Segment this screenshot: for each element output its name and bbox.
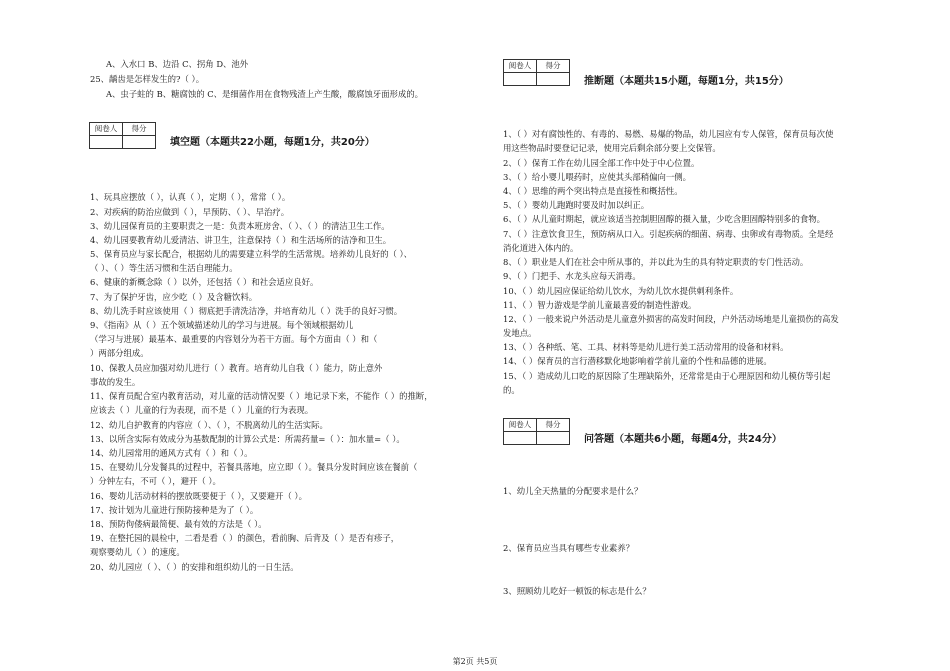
- fill-line: 事故的发生。: [90, 377, 141, 387]
- judge-line: 14、（ ）保育员的言行潜移默化地影响着学前儿童的个性和品德的进展。: [503, 356, 772, 366]
- judge-line: 7、（ ）注意饮食卫生，预防病从口入。引起疾病的细菌、病毒、虫卵或有毒物质。全是经: [503, 229, 834, 239]
- judge-line: 4、（ ）思维的两个突出特点是直接性和概括性。: [503, 186, 683, 196]
- judge-line: 用这些物品时要登记记录，使用完后剩余部分要上交保管。: [503, 143, 721, 153]
- score-table-judge: [503, 59, 570, 86]
- fill-line: （学习与进展）最基本、最重要的内容划分为若干方面。每个方面由（ ）和（: [90, 334, 378, 344]
- qa-section-title: 问答题（本题共6小题，每题4分，共24分）: [584, 434, 782, 445]
- judge-line: 11、（ ）智力游戏是学前儿童最喜爱的制造性游戏。: [503, 300, 697, 310]
- fill-line: 18、预防佝偻病最简便、最有效的方法是（ ）。: [90, 519, 267, 529]
- judge-line: 12、（ ）一般来说户外活动是儿童意外损害的高发时间段，户外活动场地是儿童损伤的高发: [503, 314, 839, 324]
- fill-line: ）分钟左右，不可（ ），避开（ ）。: [90, 476, 221, 486]
- qa-question: 2、保育员应当具有哪些专业素养？: [503, 543, 634, 553]
- fill-line: 观察婴幼儿（ ）的速度。: [90, 547, 185, 557]
- score-cell: [537, 73, 570, 86]
- score-cell: [537, 432, 570, 445]
- judge-line: 6、（ ）从儿童时期起，就应该适当控制胆固醇的摄入量，少吃含胆固醇特别多的食物。: [503, 214, 826, 224]
- reviewer-label: 阅卷人: [90, 123, 123, 136]
- judge-line: 2、（ ）保育工作在幼儿园全部工作中处于中心位置。: [503, 158, 700, 168]
- fill-line: 20、幼儿园应（ ）、（ ）的安排和组织幼儿的一日生活。: [90, 562, 299, 572]
- qa-question: 1、幼儿全天热量的分配要求是什么？: [503, 486, 643, 496]
- fill-line: 19、在整托园的晨检中，二看是看（ ）的颜色，看前胸、后背及（ ）是否有疹子，: [90, 533, 400, 543]
- judge-line: 3、（ ）给小婴儿喂药时，应使其头部稍偏向一侧。: [503, 172, 692, 182]
- fill-line: 6、健康的新概念除（ ）以外，还包括（ ）和社会适应良好。: [90, 277, 319, 287]
- page-footer: 第2页 共5页: [452, 657, 498, 666]
- fill-line: 应该去（ ）儿童的行为表现，而不是（ ）儿童的行为表现。: [90, 405, 314, 415]
- fill-line: 13、以所含实际有效成分为基数配制的计算公式是：所需药量=（ ）：加水量=（ ）。: [90, 434, 405, 444]
- fill-line: 12、幼儿自护教育的内容应（ ）、（ ），不脱离幼儿的生活实际。: [90, 420, 328, 430]
- fill-line: 16、婴幼儿活动材料的摆放既要便于（ ），又要避开（ ）。: [90, 491, 307, 501]
- fill-line: （ ）、（ ）等生活习惯和生活自理能力。: [90, 263, 238, 273]
- fill-line: ）两部分组成。: [90, 348, 149, 358]
- fill-line: 11、保育员配合室内教育活动，对儿童的活动情况要（ ）地记录下来，不能作（ ）的推断，: [90, 391, 433, 401]
- fill-line: 1、玩具应摆放（ ），认真（ ），定期（ ），常常（ ）。: [90, 192, 291, 202]
- judge-line: 5、（ ）婴幼儿跑跑时要及时加以纠正。: [503, 200, 650, 210]
- judge-line: 8、（ ）职业是人们在社会中所从事的，并以此为生的具有特定职责的专门性活动。: [503, 257, 809, 267]
- reviewer-cell: [504, 73, 537, 86]
- question-25-options: A、虫子蛀的 B、糖腐蚀的 C、是细菌作用在食物残渣上产生酸，酸腐蚀牙面形成的。: [106, 89, 424, 99]
- fill-line: 15、在婴幼儿分发餐具的过程中，若餐具落地，应立即（ ）。餐具分发时间应该在餐前（: [90, 462, 418, 472]
- reviewer-label: 阅卷人: [504, 419, 537, 432]
- judge-line: 的。: [503, 385, 520, 395]
- score-label: 得分: [537, 60, 570, 73]
- judge-line: 发地点。: [503, 328, 537, 338]
- judge-line: 9、（ ）门把手、水龙头应每天消毒。: [503, 271, 641, 281]
- fill-line: 5、保育员应与家长配合，根据幼儿的需要建立科学的生活常规。培养幼儿良好的（ ）、: [90, 249, 413, 259]
- reviewer-label: 阅卷人: [504, 60, 537, 73]
- score-table-fill: [89, 122, 156, 149]
- fill-line: 9、《指南》从（ ）五个领域描述幼儿的学习与进展。每个领域根据幼儿: [90, 320, 354, 330]
- judge-line: 10、（ ）幼儿园应保证给幼儿饮水，为幼儿饮水提供刺利条件。: [503, 286, 739, 296]
- fill-line: 4、幼儿园要教育幼儿爱清洁、讲卫生，注意保持（ ）和生活场所的洁净和卫生。: [90, 235, 392, 245]
- judge-line: 13、（ ）各种纸、笔、工具、材料等是幼儿进行美工活动常用的设备和材料。: [503, 342, 789, 352]
- score-cell: [123, 136, 156, 149]
- fill-line: 17、按计划为儿童进行预防接种是为了（ ）。: [90, 505, 259, 515]
- question-25: 25、龋齿是怎样发生的?（ ）。: [90, 74, 205, 84]
- judge-line: 消化道进入体内的。: [503, 243, 579, 253]
- judge-section-title: 推断题（本题共15小题，每题1分，共15分）: [584, 76, 789, 87]
- score-label: 得分: [537, 419, 570, 432]
- judge-line: 15、（ ）造成幼儿口吃的原因除了生理缺陷外，还常常是由于心理原因和幼儿模仿等引起: [503, 371, 831, 381]
- fill-line: 3、幼儿园保育员的主要职责之一是：负责本班房舍、（ ）、（ ）的清洁卫生工作。: [90, 221, 390, 231]
- reviewer-cell: [504, 432, 537, 445]
- judge-line: 1、（ ）对有腐蚀性的、有毒的、易燃、易爆的物品，幼儿园应有专人保管，保育员每次使: [503, 129, 834, 139]
- fill-blank-section-title: 填空题（本题共22小题，每题1分，共20分）: [170, 137, 375, 148]
- qa-question: 3、照顾幼儿吃好一顿饭的标志是什么？: [503, 586, 651, 596]
- fill-line: 2、对疾病的防治应做到（ ），早预防、（ ）、早治疗。: [90, 207, 290, 217]
- score-table-qa: [503, 418, 570, 445]
- option-line: A、入水口 B、边沿 C、拐角 D、池外: [106, 59, 249, 69]
- fill-line: 7、为了保护牙齿，应少吃（ ）及含糖饮料。: [90, 292, 258, 302]
- fill-line: 10、保教人员应加强对幼儿进行（ ）教育。培育幼儿自我（ ）能力，防止意外: [90, 363, 383, 373]
- fill-line: 14、幼儿园常用的通风方式有（ ）和（ ）。: [90, 448, 253, 458]
- reviewer-cell: [90, 136, 123, 149]
- score-label: 得分: [123, 123, 156, 136]
- fill-line: 8、幼儿洗手时应该使用（ ）彻底把手清洗洁净，并培育幼儿（ ）洗手的良好习惯。: [90, 306, 403, 316]
